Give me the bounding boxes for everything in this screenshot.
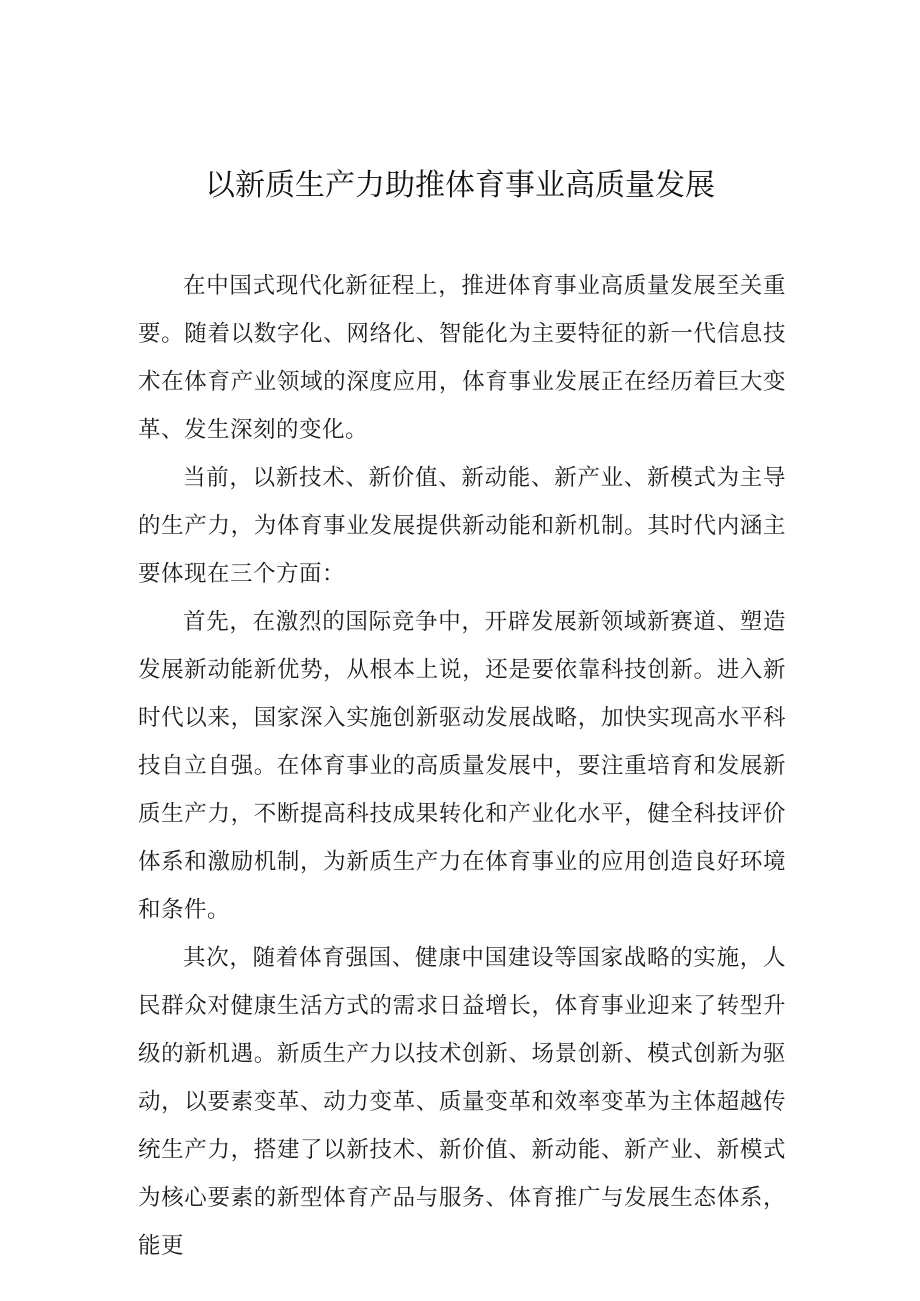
paragraph-1: 在中国式现代化新征程上，推进体育事业高质量发展至关重要。随着以数字化、网络化、智能化为主要特征的新一代信息技术在体育产业领域的深度应用，体育事业发展正在经历着巨大变革、发生深刻的变化。 [138,273,786,443]
document-title: 以新质生产力助推体育事业高质量发展 [205,168,715,203]
document-body [138,262,786,1270]
paragraph-2: 当前，以新技术、新价值、新动能、新产业、新模式为主导的生产力，为体育事业发展提供新动能和新机制。其时代内涵主要体现在三个方面： [138,465,786,587]
paragraph-3: 首先，在激烈的国际竞争中，开辟发展新领域新赛道、塑造发展新动能新优势，从根本上说，还是要依靠科技创新。进入新时代以来，国家深入实施创新驱动发展战略，加快实现高水平科技自立自强。在体育事业的高质量发展中，要注重培育和发展新质生产力，不断提高科技成果转化和产业化水平，健全科技评价体系和激励机制，为新质生产力在体育事业的应用创造良好环境和条件。 [138,609,786,923]
paragraph-4: 其次，随着体育强国、健康中国建设等国家战略的实施，人民群众对健康生活方式的需求日益增长，体育事业迎来了转型升级的新机遇。新质生产力以技术创新、场景创新、模式创新为驱动，以要素变革、动力变革、质量变革和效率变革为主体超越传统生产力，搭建了以新技术、新价值、新动能、新产业、新模式为核心要素的新型体育产品与服务、体育推广与发展生态体系，能更 [138,945,786,1259]
